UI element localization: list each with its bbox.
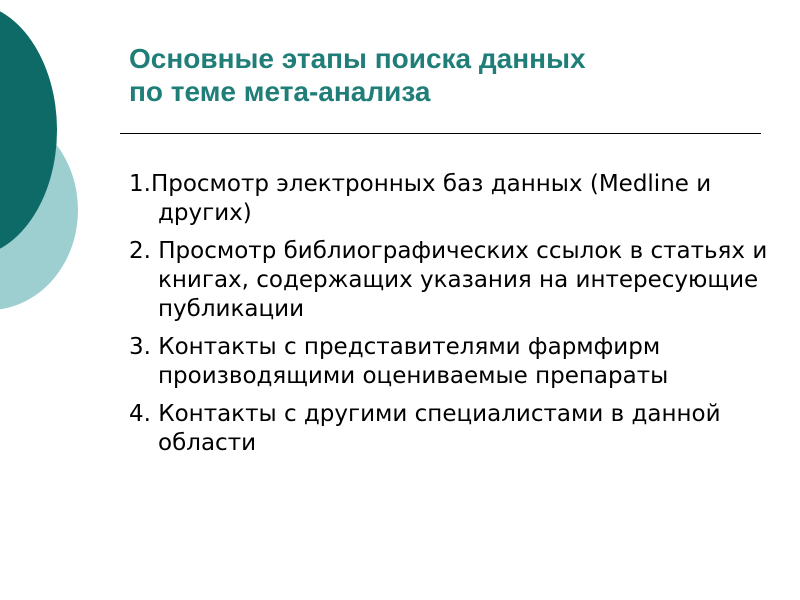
step-item-2: 2. Просмотр библиографических ссылок в статьях и книгах, содержащих указания на интересующие публикации — [129, 238, 768, 322]
title-line-1: Основные этапы поиска данных — [129, 43, 586, 74]
title-line-2: по теме мета-анализа — [129, 76, 431, 107]
title-divider — [120, 133, 761, 134]
steps-list — [129, 170, 769, 467]
step-item-1: 1.Просмотр электронных баз данных (Medline и других) — [129, 171, 712, 226]
step-item-4: 4. Контакты с другими специалистами в данной области — [129, 401, 721, 456]
slide-title — [129, 42, 769, 108]
step-item-3: 3. Контакты с представителями фармфирм производящими оцениваемые препараты — [129, 334, 669, 389]
